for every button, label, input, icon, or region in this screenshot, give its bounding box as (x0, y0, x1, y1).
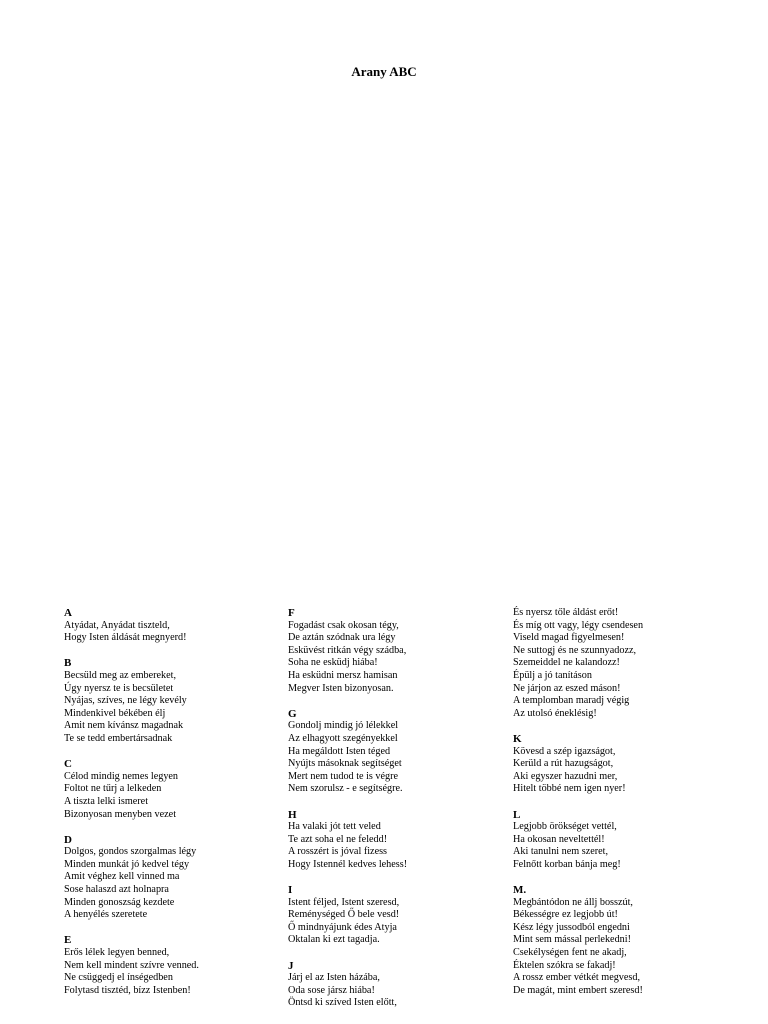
page-title: Arany ABC (351, 64, 417, 79)
stanza (513, 884, 733, 997)
verse-line: Nyújts másoknak segítséget (288, 758, 402, 770)
stanza-letter: M. (513, 884, 527, 897)
stanza-letter: H (288, 808, 297, 821)
stanza (288, 960, 508, 1010)
verse-line: Felnőtt korban bánja meg! (513, 858, 621, 870)
verse-line: Kész légy jussodból engedni (513, 921, 630, 933)
column-1 (64, 607, 284, 1010)
verse-line: Ne csüggedj el ínségedben (64, 972, 173, 984)
verse-line: Mint sem mással perlekedni! (513, 934, 631, 946)
stanza (64, 657, 284, 745)
verse-line: Amit véghez kell vinned ma (64, 871, 180, 883)
verse-line: Csekélységen fent ne akadj, (513, 947, 627, 959)
stanza (513, 607, 733, 720)
verse-line: Hogy Isten áldását megnyerd! (64, 632, 187, 644)
verse-line: Oktalan ki ezt tagadja. (288, 934, 380, 946)
verse-line: Soha ne esküdj hiába! (288, 657, 378, 669)
verse-line: Oda sose jársz hiába! (288, 984, 375, 996)
verse-line: Dolgos, gondos szorgalmas légy (64, 846, 197, 858)
column-2 (288, 607, 508, 1023)
verse-line: Sose halaszd azt holnapra (64, 884, 169, 896)
stanza-letter: K (513, 732, 522, 745)
verse-line: Hitelt többé nem igen nyer! (513, 783, 626, 795)
verse-line: Nyájas, szíves, ne légy kevély (64, 695, 187, 707)
verse-line: Mert nem tudod te is végre (288, 770, 399, 782)
stanza (64, 834, 284, 922)
stanza-letter: I (288, 884, 293, 897)
verse-line: Gondolj mindig jó lélekkel (288, 720, 399, 732)
verse-line: Te azt soha el ne feledd! (288, 833, 388, 845)
verse-line: Nem szorulsz - e segítségre. (288, 783, 403, 795)
stanza-letter: G (288, 707, 297, 720)
stanza-letter: J (288, 959, 294, 972)
verse-line: Éktelen szókra se fakadj! (513, 959, 616, 971)
verse-line: Aki egyszer hazudni mer, (513, 770, 618, 782)
verse-line: Minden munkát jó kedvel tégy (64, 858, 190, 870)
stanza (513, 809, 733, 872)
verse-line: Megver Isten bizonyosan. (288, 682, 394, 694)
verse-line: Reménységed Ő bele vesd! (288, 909, 400, 921)
verse-line: Ne suttogj és ne szunnyadozz, (513, 644, 637, 656)
stanza (64, 758, 284, 821)
verse-line: Ő mindnyájunk édes Atyja (288, 921, 397, 933)
verse-line: A henyélés szeretete (64, 909, 148, 921)
verse-line: Folytasd tisztéd, bízz Istenben! (64, 984, 191, 996)
verse-line: De aztán szódnak ura légy (288, 632, 396, 644)
stanza (513, 733, 733, 796)
verse-line: Atyádat, Anyádat tiszteld, (64, 619, 170, 631)
stanza (288, 809, 508, 872)
verse-line: Szemeiddel ne kalandozz! (513, 657, 620, 669)
verse-line: A tiszta lelki ismeret (64, 795, 149, 807)
stanza-letter: E (64, 934, 72, 947)
stanza (288, 708, 508, 796)
stanza-letter: C (64, 758, 72, 771)
stanza (64, 934, 284, 997)
stanza-letter: B (64, 657, 72, 670)
stanza (288, 884, 508, 947)
verse-line: Kövesd a szép igazságot, (513, 745, 616, 757)
verse-line: Ne járjon az eszed máson! (513, 682, 621, 694)
verse-line: Célod mindig nemes legyen (64, 770, 179, 782)
verse-line: Békességre ez legjobb út! (513, 909, 618, 921)
verse-line: És míg ott vagy, légy csendesen (513, 619, 644, 631)
verse-line: De magát, mint embert szeresd! (513, 984, 643, 996)
verse-line: Te se tedd embertársadnak (64, 732, 173, 744)
verse-line: Aki tanulni nem szeret, (513, 846, 609, 858)
stanza-letter: D (64, 833, 72, 846)
stanza-letter: L (513, 808, 521, 821)
column-3 (513, 607, 733, 1010)
verse-line: Amit nem kívánsz magadnak (64, 720, 184, 732)
verse-line: Bizonyosan menyben vezet (64, 808, 177, 820)
verse-line: Nem kell mindent szívre venned. (64, 959, 199, 971)
verse-line: Ha valaki jót tett veled (288, 821, 381, 833)
verse-line: Úgy nyersz te is becsületet (64, 682, 174, 694)
verse-line: A rosszért is jóval fizess (288, 846, 388, 858)
verse-line: Esküvést ritkán végy szádba, (288, 644, 407, 656)
stanza-letter: A (64, 607, 72, 619)
verse-line: A rossz ember vétkét megvesd, (513, 972, 641, 984)
verse-line: Hogy Istennél kedves lehess! (288, 858, 408, 870)
verse-line: Mindenkivel békében élj (64, 707, 166, 719)
stanza (288, 607, 508, 695)
verse-line: Épülj a jó tanításon (513, 669, 592, 681)
verse-line: Minden gonoszság kezdete (64, 896, 175, 908)
verse-line: Fogadást csak okosan tégy, (288, 619, 399, 631)
verse-line: Viseld magad figyelmesen! (513, 632, 625, 644)
verse-line: Járj el az Isten házába, (288, 972, 380, 984)
verse-line: Erős lélek legyen benned, (64, 947, 170, 959)
verse-line: Ha megáldott Isten téged (288, 745, 391, 757)
verse-line: Az elhagyott szegényekkel (288, 732, 398, 744)
verse-line: Istent féljed, Istent szeresd, (288, 896, 400, 908)
verse-line: A templomban maradj végig (513, 695, 630, 707)
verse-line: Megbántódon ne állj bosszút, (513, 896, 633, 908)
verse-line: Ha okosan neveltettél! (513, 833, 605, 845)
verse-line: Legjobb örökséget vettél, (513, 821, 617, 833)
verse-line: Ha esküdni mersz hamisan (288, 669, 398, 681)
stanza (64, 607, 284, 645)
verse-line: És nyersz tőle áldást erőt! (513, 607, 619, 618)
verse-line: Az utolsó éneklésig! (513, 707, 597, 719)
stanza-letter: F (288, 607, 295, 619)
verse-line: Kerüld a rút hazugságot, (513, 758, 614, 770)
verse-line: Öntsd ki szíved Isten előtt, (288, 997, 397, 1009)
verse-line: Foltot ne tűrj a lelkeden (64, 783, 162, 795)
verse-line: Becsüld meg az embereket, (64, 669, 177, 681)
